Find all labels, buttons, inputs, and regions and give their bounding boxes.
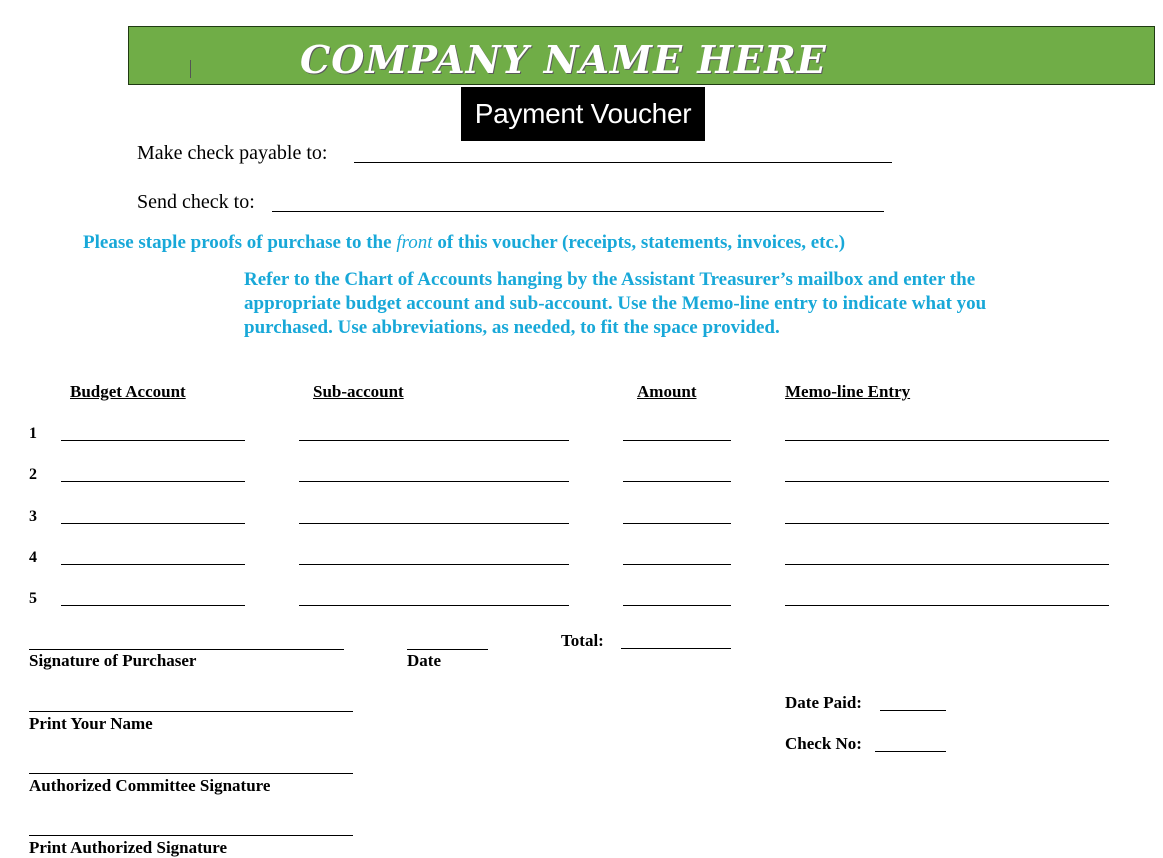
send-label: Send check to: bbox=[137, 191, 255, 213]
budget-account-line[interactable] bbox=[61, 605, 245, 606]
date-paid-label: Date Paid: bbox=[785, 693, 862, 712]
print-name-label: Print Your Name bbox=[29, 714, 153, 733]
company-name: COMPANY NAME HERE bbox=[300, 37, 827, 82]
memo-line[interactable] bbox=[785, 523, 1109, 524]
check-no-line[interactable] bbox=[875, 751, 946, 752]
amount-line[interactable] bbox=[623, 481, 731, 482]
print-authorized-label: Print Authorized Signature bbox=[29, 838, 228, 857]
send-field-line[interactable] bbox=[272, 211, 884, 212]
date-paid-line[interactable] bbox=[880, 710, 946, 711]
committee-signature-line[interactable] bbox=[29, 773, 353, 774]
amount-line[interactable] bbox=[623, 523, 731, 524]
col-memo-line: Memo-line Entry bbox=[785, 382, 911, 401]
row-number: 4 bbox=[29, 549, 37, 566]
col-sub-account: Sub-account bbox=[313, 382, 404, 401]
budget-account-line[interactable] bbox=[61, 440, 245, 441]
memo-line[interactable] bbox=[785, 564, 1109, 565]
accounts-instruction bbox=[244, 268, 1104, 340]
voucher-title: Payment Voucher bbox=[461, 87, 705, 141]
sub-account-line[interactable] bbox=[299, 523, 569, 524]
date-label: Date bbox=[407, 651, 441, 670]
date-line[interactable] bbox=[407, 649, 488, 650]
sub-account-line[interactable] bbox=[299, 440, 569, 441]
total-label: Total: bbox=[561, 631, 604, 650]
budget-account-line[interactable] bbox=[61, 481, 245, 482]
print-name-line[interactable] bbox=[29, 711, 353, 712]
col-amount: Amount bbox=[637, 382, 697, 401]
row-number: 5 bbox=[29, 590, 37, 607]
committee-signature-label: Authorized Committee Signature bbox=[29, 776, 271, 795]
amount-line[interactable] bbox=[623, 440, 731, 441]
purchaser-signature-line[interactable] bbox=[29, 649, 344, 650]
print-authorized-line[interactable] bbox=[29, 835, 353, 836]
row-number: 1 bbox=[29, 425, 37, 442]
amount-line[interactable] bbox=[623, 564, 731, 565]
amount-line[interactable] bbox=[623, 605, 731, 606]
sub-account-line[interactable] bbox=[299, 481, 569, 482]
text-cursor bbox=[190, 60, 191, 78]
payable-field-line[interactable] bbox=[354, 162, 892, 163]
check-no-label: Check No: bbox=[785, 734, 862, 753]
sub-account-line[interactable] bbox=[299, 564, 569, 565]
instruction-line-2: appropriate budget account and sub-account. Use the Memo-line entry to indicate what you bbox=[244, 293, 987, 314]
staple-emphasis: front bbox=[396, 232, 433, 253]
memo-line[interactable] bbox=[785, 440, 1109, 441]
col-budget-account: Budget Account bbox=[70, 382, 186, 401]
payable-label: Make check payable to: bbox=[137, 142, 328, 164]
row-number: 2 bbox=[29, 466, 37, 483]
total-line[interactable] bbox=[621, 648, 731, 649]
instruction-line-3: purchased. Use abbreviations, as needed, to fit the space provided. bbox=[244, 317, 780, 338]
row-number: 3 bbox=[29, 508, 37, 525]
sub-account-line[interactable] bbox=[299, 605, 569, 606]
memo-line[interactable] bbox=[785, 481, 1109, 482]
memo-line[interactable] bbox=[785, 605, 1109, 606]
instruction-line-1: Refer to the Chart of Accounts hanging by the Assistant Treasurer’s mailbox and enter the bbox=[244, 269, 976, 290]
budget-account-line[interactable] bbox=[61, 564, 245, 565]
purchaser-signature-label: Signature of Purchaser bbox=[29, 651, 197, 670]
staple-instruction: Please staple proofs of purchase to the front of this voucher (receipts, statements, invoices, etc.) bbox=[83, 232, 846, 253]
budget-account-line[interactable] bbox=[61, 523, 245, 524]
